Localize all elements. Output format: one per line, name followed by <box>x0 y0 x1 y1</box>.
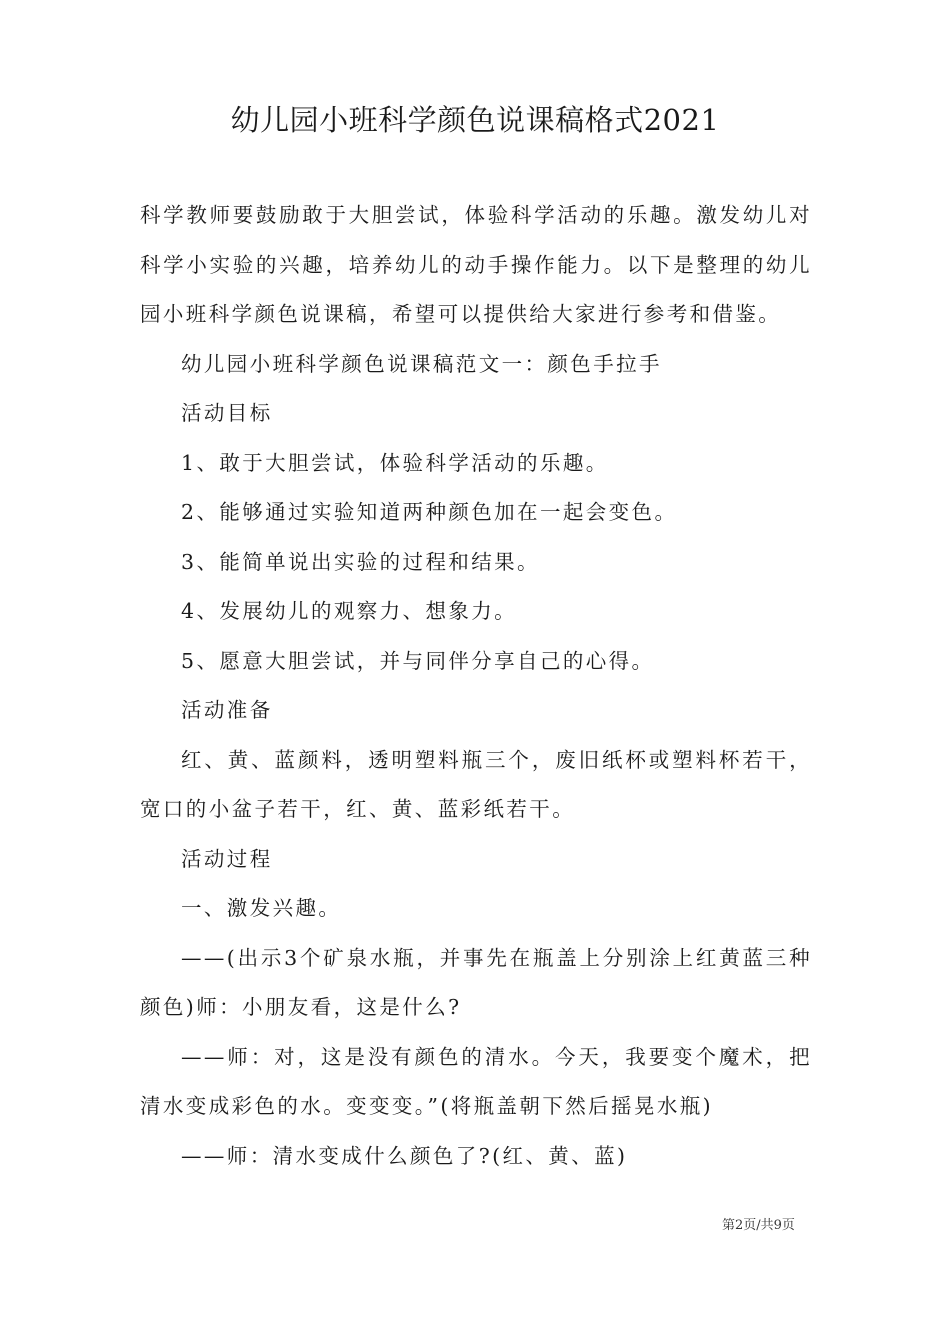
paragraph: 活动目标 <box>181 401 273 425</box>
paragraph: 4、发展幼儿的观察力、想象力。 <box>181 599 518 623</box>
paragraph: 活动准备 <box>181 698 273 722</box>
paragraph: 2、能够通过实验知道两种颜色加在一起会变色。 <box>181 500 678 524</box>
paragraph: 幼儿园小班科学颜色说课稿范文一：颜色手拉手 <box>181 351 662 376</box>
paragraph: ——师：对，这是没有颜色的清水。今天，我要变个魔术，把清水变成彩色的水。变变变。”(将瓶盖朝下然后摇晃水瓶) <box>140 1044 812 1118</box>
page-indicator: 第2页/共9页 <box>722 1218 795 1233</box>
paragraph: 一、激发兴趣。 <box>181 896 342 920</box>
paragraph: 5、愿意大胆尝试，并与同伴分享自己的心得。 <box>181 648 655 673</box>
document-body <box>140 191 812 1181</box>
paragraph: 科学教师要鼓励敢于大胆尝试，体验科学活动的乐趣。激发幼儿对科学小实验的兴趣，培养幼儿的动手操作能力。以下是整理的幼儿园小班科学颜色说课稿，希望可以提供给大家进行参考和借鉴。 <box>140 203 812 326</box>
paragraph: 红、黄、蓝颜料，透明塑料瓶三个，废旧纸杯或塑料杯若干，宽口的小盆子若干，红、黄、蓝彩纸若干。 <box>140 747 812 821</box>
paragraph: 活动过程 <box>181 846 273 871</box>
paragraph: 1、敢于大胆尝试，体验科学活动的乐趣。 <box>181 450 609 475</box>
paragraph: ——师：清水变成什么颜色了?(红、黄、蓝) <box>181 1143 628 1168</box>
document-title: 幼儿园小班科学颜色说课稿格式2021 <box>230 103 720 137</box>
paragraph: 3、能简单说出实验的过程和结果。 <box>181 549 540 574</box>
paragraph: ——(出示3个矿泉水瓶，并事先在瓶盖上分别涂上红黄蓝三种颜色)师：小朋友看，这是什么? <box>140 945 812 1019</box>
